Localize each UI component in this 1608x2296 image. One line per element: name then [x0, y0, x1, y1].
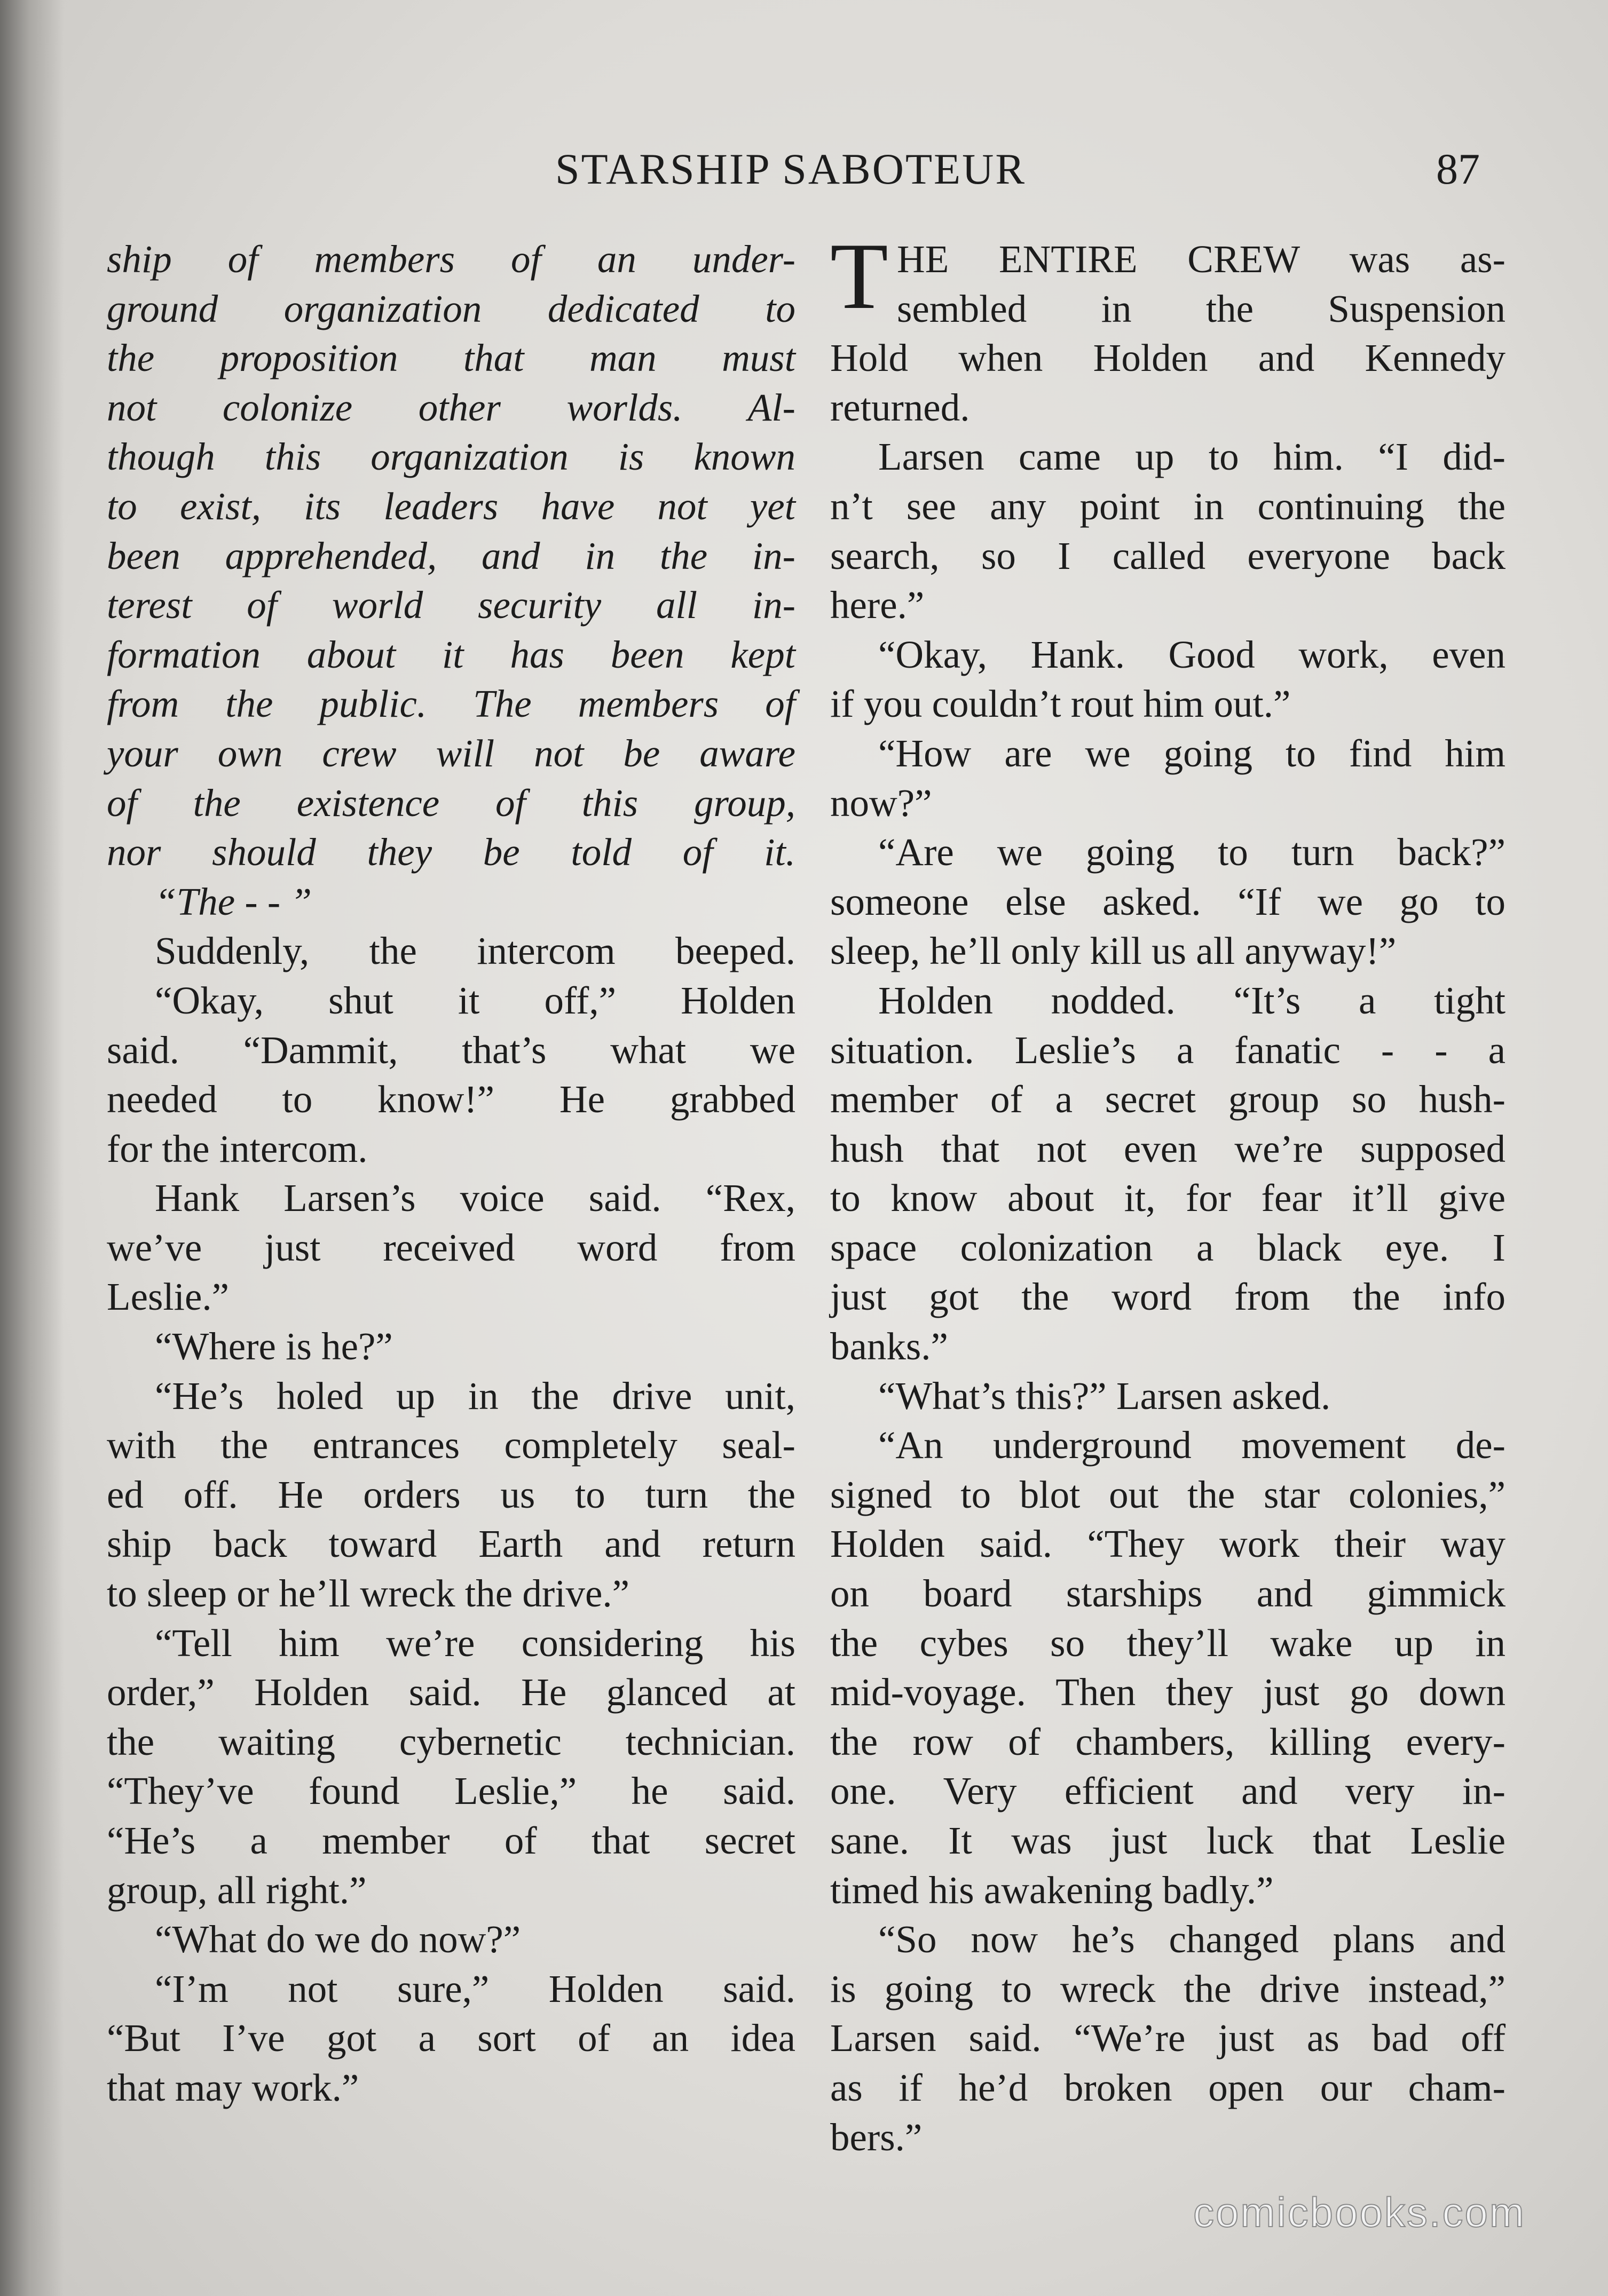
text-line: n’t see any point in continuing the [830, 484, 1505, 528]
text-line: with the entrances completely seal- [107, 1423, 795, 1467]
text-line: “He’s holed up in the drive unit, [155, 1374, 795, 1418]
text-line: if you couldn’t rout him out.” [830, 682, 1291, 726]
text-line: ground organization dedicated to [107, 287, 795, 330]
right-column [830, 223, 1505, 2162]
text-line: someone else asked. “If we go to [830, 880, 1505, 923]
text-line: search, so I called everyone back [830, 534, 1505, 577]
text-line: sane. It was just luck that Leslie [830, 1819, 1505, 1862]
text-line: banks.” [830, 1325, 948, 1368]
text-line: we’ve just received word from [107, 1225, 795, 1269]
text-line: “Where is he?” [155, 1325, 393, 1368]
text-line: “The - - ” [155, 880, 312, 923]
text-line: sleep, he’ll only kill us all anyway!” [830, 929, 1397, 973]
page-number: 87 [1436, 145, 1480, 193]
text-line: Leslie.” [107, 1275, 230, 1319]
text-line: needed to know!” He grabbed [107, 1078, 795, 1121]
text-line: the row of chambers, killing every- [830, 1720, 1505, 1763]
site-watermark: comicbooks.com [1193, 2189, 1526, 2236]
text-line: been apprehended, and in the in- [107, 534, 795, 577]
text-line: ship back toward Earth and return [107, 1522, 795, 1566]
text-line: “Okay, Hank. Good work, even [878, 632, 1505, 676]
text-line: ed off. He orders us to turn the [107, 1472, 795, 1516]
text-line: group, all right.” [107, 1868, 367, 1912]
text-line: “They’ve found Leslie,” he said. [107, 1769, 795, 1813]
drop-cap: T [830, 223, 888, 329]
text-line: terest of world security all in- [107, 583, 795, 627]
text-line: bers.” [830, 2115, 923, 2159]
text-line: order,” Holden said. He glanced at [107, 1670, 795, 1714]
text-line: “Are we going to turn back?” [878, 830, 1505, 874]
text-line: formation about it has been kept [107, 632, 795, 676]
text-line: sembled in the Suspension [897, 287, 1505, 330]
text-line: not colonize other worlds. Al- [107, 385, 795, 429]
text-line: “How are we going to find him [878, 731, 1505, 775]
text-line: “What do we do now?” [155, 1918, 521, 1961]
text-line: to sleep or he’ll wreck the drive.” [107, 1572, 630, 1616]
text-line: “Tell him we’re considering his [155, 1621, 795, 1665]
text-line: one. Very efficient and very in- [830, 1769, 1505, 1813]
text-line: said. “Dammit, that’s what we [107, 1028, 795, 1072]
text-line: Suddenly, the intercom beeped. [155, 929, 795, 973]
text-line: space colonization a black eye. I [830, 1225, 1505, 1269]
text-line: though this organization is known [107, 435, 795, 479]
text-line: to exist, its leaders have not yet [107, 484, 795, 528]
left-column [107, 235, 795, 2113]
text-line: timed his awakening badly.” [830, 1868, 1274, 1912]
text-line: to know about it, for fear it’ll give [830, 1176, 1505, 1220]
text-line: “Okay, shut it off,” Holden [155, 978, 795, 1022]
text-line: Larsen said. “We’re just as bad off [830, 2016, 1505, 2060]
text-line: here.” [830, 583, 925, 627]
text-line: mid-voyage. Then they just go down [830, 1670, 1505, 1714]
text-line: Hank Larsen’s voice said. “Rex, [155, 1176, 795, 1220]
text-line: your own crew will not be aware [107, 731, 795, 775]
text-line: on board starships and gimmick [830, 1572, 1505, 1616]
text-line: “He’s a member of that secret [107, 1819, 795, 1862]
spine-shadow [0, 0, 64, 2296]
text-line: signed to blot out the star colonies,” [830, 1472, 1505, 1516]
text-line: the cybes so they’ll wake up in [830, 1621, 1505, 1665]
text-line: “But I’ve got a sort of an idea [107, 2016, 795, 2060]
text-line: is going to wreck the drive instead,” [830, 1967, 1505, 2010]
text-line: the waiting cybernetic technician. [107, 1720, 795, 1763]
text-line: Holden nodded. “It’s a tight [878, 978, 1505, 1022]
text-line: for the intercom. [107, 1127, 368, 1170]
text-line: Larsen came up to him. “I did- [878, 435, 1505, 479]
running-title: STARSHIP SABOTEUR [555, 145, 1027, 193]
text-line: Holden said. “They work their way [830, 1522, 1505, 1566]
text-line: Hold when Holden and Kennedy [830, 336, 1505, 380]
text-line: as if he’d broken open our cham- [830, 2065, 1505, 2109]
text-line: returned. [830, 385, 970, 429]
text-line: member of a secret group so hush- [830, 1078, 1505, 1121]
text-line: hush that not even we’re supposed [830, 1127, 1505, 1170]
text-line: “I’m not sure,” Holden said. [155, 1967, 795, 2010]
text-line: ship of members of an under- [107, 237, 795, 281]
text-line: the proposition that man must [107, 336, 795, 380]
text-line: just got the word from the info [830, 1275, 1505, 1319]
text-line: “So now he’s changed plans and [878, 1918, 1505, 1961]
text-line: “What’s this?” Larsen asked. [878, 1374, 1331, 1418]
text-line: situation. Leslie’s a fanatic - - a [830, 1028, 1505, 1072]
text-line: “An underground movement de- [878, 1423, 1505, 1467]
text-line: HE ENTIRE CREW was as- [897, 237, 1505, 281]
text-line: from the public. The members of [107, 682, 795, 726]
text-line: of the existence of this group, [107, 781, 795, 825]
text-line: that may work.” [107, 2065, 359, 2109]
text-line: nor should they be told of it. [107, 830, 795, 874]
text-line: now?” [830, 781, 932, 825]
